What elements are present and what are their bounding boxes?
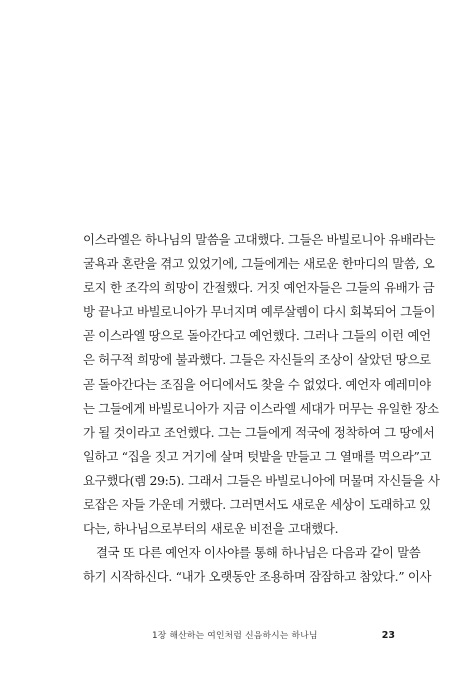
text-line: 는 그들에게 바빌로니아가 지금 이스라엘 세대가 머무는 유일한 장소: [83, 400, 439, 416]
text-line: 곧 돌아간다는 조짐을 어디에서도 찾을 수 없었다. 예언자 예레미야: [83, 376, 431, 392]
running-footer-chapter-title: 1장 해산하는 여인처럼 신음하시는 하나님: [152, 631, 318, 641]
text-line: 방 끝나고 바빌로니아가 무너지며 예루살렘이 다시 회복되어 그들이: [83, 304, 436, 320]
text-line: 은 허구적 희망에 불과했다. 그들은 자신들의 조상이 살았던 땅으로: [83, 352, 431, 368]
text-line: 로지 한 조각의 희망이 간절했다. 거짓 예언자들은 그들의 유배가 금: [83, 280, 435, 296]
text-line: 다는, 하나님으로부터의 새로운 비전을 고대했다.: [83, 521, 339, 537]
page-footer: [0, 628, 470, 644]
text-line: 요구했다(렘 29:5). 그래서 그들은 바빌로니아에 머물며 자신들을 사: [83, 472, 440, 488]
body-text: [83, 228, 440, 589]
paragraph-first-line: 결국 또 다른 예언자 이사야를 통해 하나님은 다음과 같이 말씀: [96, 545, 421, 561]
text-line: 이스라엘은 하나님의 말씀을 고대했다. 그들은 바빌로니아 유배라는: [83, 232, 436, 247]
text-line: 굴욕과 혼란을 겪고 있었기에, 그들에게는 새로운 한마디의 말씀, 오: [83, 256, 435, 272]
text-line: 일하고 “집을 짓고 거기에 살며 텃밭을 만들고 그 열매를 먹으라”고: [83, 448, 432, 464]
text-line: 곧 이스라엘 땅으로 돌아간다고 예언했다. 그러나 그들의 이런 예언: [83, 328, 431, 344]
text-line: 하기 시작하신다. “내가 오랫동안 조용하며 잠잠하고 참았다.” 이사: [83, 569, 432, 585]
text-line: 로잡은 자들 가운데 거했다. 그러면서도 새로운 세상이 도래하고 있: [83, 497, 431, 513]
page-number: 23: [381, 630, 395, 641]
text-line: 가 될 것이라고 조언했다. 그는 그들에게 적국에 정착하여 그 땅에서: [83, 424, 435, 440]
